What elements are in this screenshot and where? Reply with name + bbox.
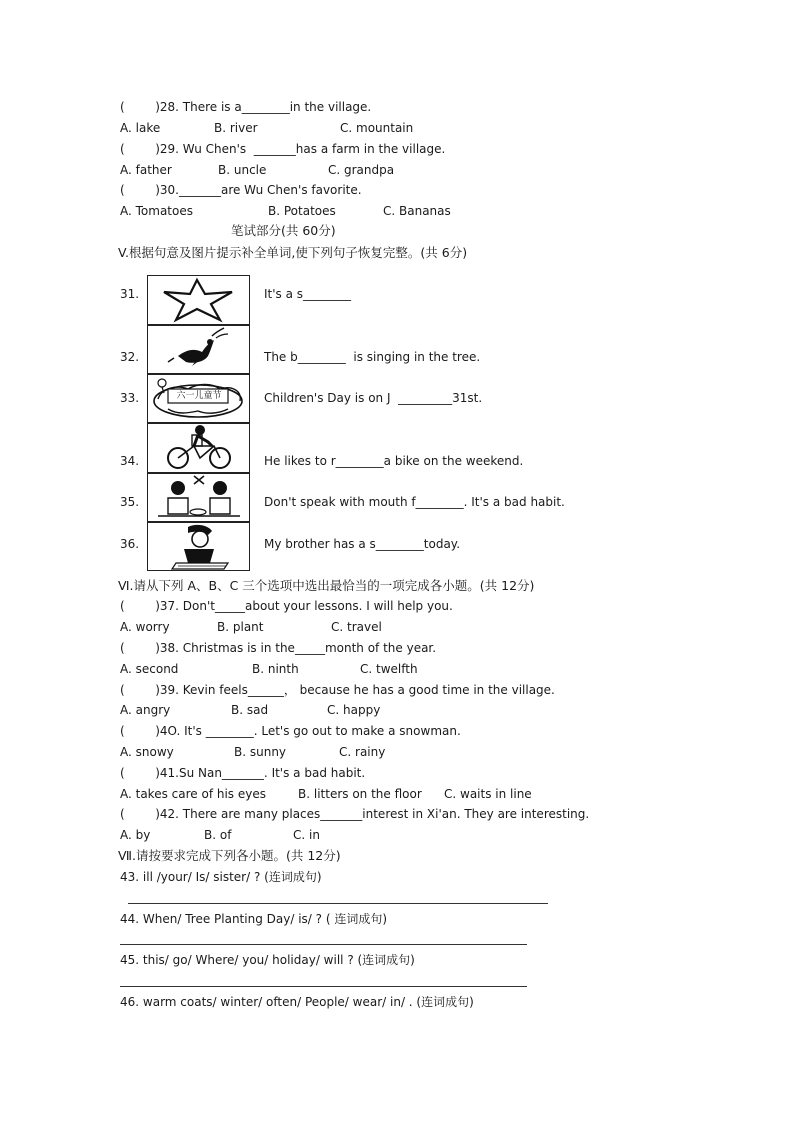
item-44: 44. When/ Tree Planting Day/ is/ ? ( 连词成句) <box>120 912 387 926</box>
item-35-sentence: Don't speak with mouth f________. It's a bad habit. <box>264 495 565 509</box>
item-31-sentence: It's a s________ <box>264 287 352 301</box>
option-42-c: C. in <box>293 828 320 842</box>
item-35-number: 35. <box>120 495 140 509</box>
option-28-c: C. mountain <box>340 121 414 135</box>
question-29: ( )29. Wu Chen's _______has a farm in the village. <box>120 142 446 156</box>
item-34-sentence: He likes to r________a bike on the weekend. <box>264 454 524 468</box>
option-40-c: C. rainy <box>339 745 386 759</box>
question-42: ( )42. There are many places_______interest in Xi'an. They are interesting. <box>120 807 590 821</box>
option-28-a: A. lake <box>120 121 161 135</box>
cyclist-icon <box>148 424 249 472</box>
item-34-number: 34. <box>120 454 140 468</box>
question-30: ( )30._______are Wu Chen's favorite. <box>120 183 362 197</box>
picture-36 <box>147 522 250 571</box>
option-29-c: C. grandpa <box>328 163 395 177</box>
item-32-sentence: The b________ is singing in the tree. <box>264 350 481 364</box>
answer-line-45[interactable] <box>120 986 527 987</box>
answer-line-44[interactable] <box>120 944 527 945</box>
star-icon <box>148 276 249 324</box>
picture-31 <box>147 275 250 325</box>
sick-boy-icon <box>148 523 249 570</box>
section-7-title: Ⅶ.请按要求完成下列各小题。(共 12分) <box>118 848 341 863</box>
childrens-day-banner: 六一儿童节 <box>176 391 222 401</box>
question-39: ( )39. Kevin feels______， because he has a good time in the village. <box>120 683 555 697</box>
option-30-b: B. Potatoes <box>268 204 336 218</box>
section-6-title: Ⅵ.请从下列 A、B、C 三个选项中选出最恰当的一项完成各小题。(共 12分) <box>118 578 535 593</box>
option-41-c: C. waits in line <box>444 787 532 801</box>
option-39-b: B. sad <box>231 703 269 717</box>
eating-kids-icon <box>148 474 249 521</box>
bird-icon <box>148 326 249 373</box>
picture-35 <box>147 473 250 522</box>
option-42-b: B. of <box>204 828 232 842</box>
item-33-sentence: Children's Day is on J _________31st. <box>264 391 483 405</box>
option-29-b: B. uncle <box>218 163 267 177</box>
option-38-b: B. ninth <box>252 662 299 676</box>
picture-34 <box>147 423 250 473</box>
answer-line-43[interactable] <box>128 903 548 904</box>
option-38-a: A. second <box>120 662 179 676</box>
question-38: ( )38. Christmas is in the_____month of the year. <box>120 641 437 655</box>
item-31-number: 31. <box>120 287 140 301</box>
option-37-a: A. worry <box>120 620 170 634</box>
option-30-a: A. Tomatoes <box>120 204 193 218</box>
picture-33 <box>147 374 250 423</box>
option-41-a: A. takes care of his eyes <box>120 787 266 801</box>
option-30-c: C. Bananas <box>383 204 451 218</box>
option-28-b: B. river <box>214 121 258 135</box>
option-40-b: B. sunny <box>234 745 287 759</box>
question-41: ( )41.Su Nan_______. It's a bad habit. <box>120 766 366 780</box>
question-37: ( )37. Don't_____about your lessons. I will help you. <box>120 599 453 613</box>
option-37-c: C. travel <box>331 620 382 634</box>
option-41-b: B. litters on the floor <box>298 787 422 801</box>
question-28: ( )28. There is a________in the village. <box>120 100 372 114</box>
option-39-c: C. happy <box>327 703 381 717</box>
item-43: 43. ill /your/ Is/ sister/ ? (连词成句) <box>120 870 322 884</box>
option-39-a: A. angry <box>120 703 171 717</box>
option-40-a: A. snowy <box>120 745 174 759</box>
item-45: 45. this/ go/ Where/ you/ holiday/ will ? (连词成句) <box>120 953 415 967</box>
option-29-a: A. father <box>120 163 172 177</box>
option-37-b: B. plant <box>217 620 264 634</box>
item-36-sentence: My brother has a s________today. <box>264 537 461 551</box>
option-42-a: A. by <box>120 828 151 842</box>
item-32-number: 32. <box>120 350 140 364</box>
item-46: 46. warm coats/ winter/ often/ People/ wear/ in/ . (连词成句) <box>120 995 474 1009</box>
question-40: ( )4O. It's ________. Let's go out to make a snowman. <box>120 724 461 738</box>
section-5-title: V.根据句意及图片提示补全单词,使下列句子恢复完整。(共 6分) <box>118 245 468 260</box>
written-part-title: 笔试部分(共 60分) <box>231 223 336 238</box>
option-38-c: C. twelfth <box>360 662 418 676</box>
picture-32 <box>147 325 250 374</box>
item-33-number: 33. <box>120 391 140 405</box>
item-36-number: 36. <box>120 537 140 551</box>
